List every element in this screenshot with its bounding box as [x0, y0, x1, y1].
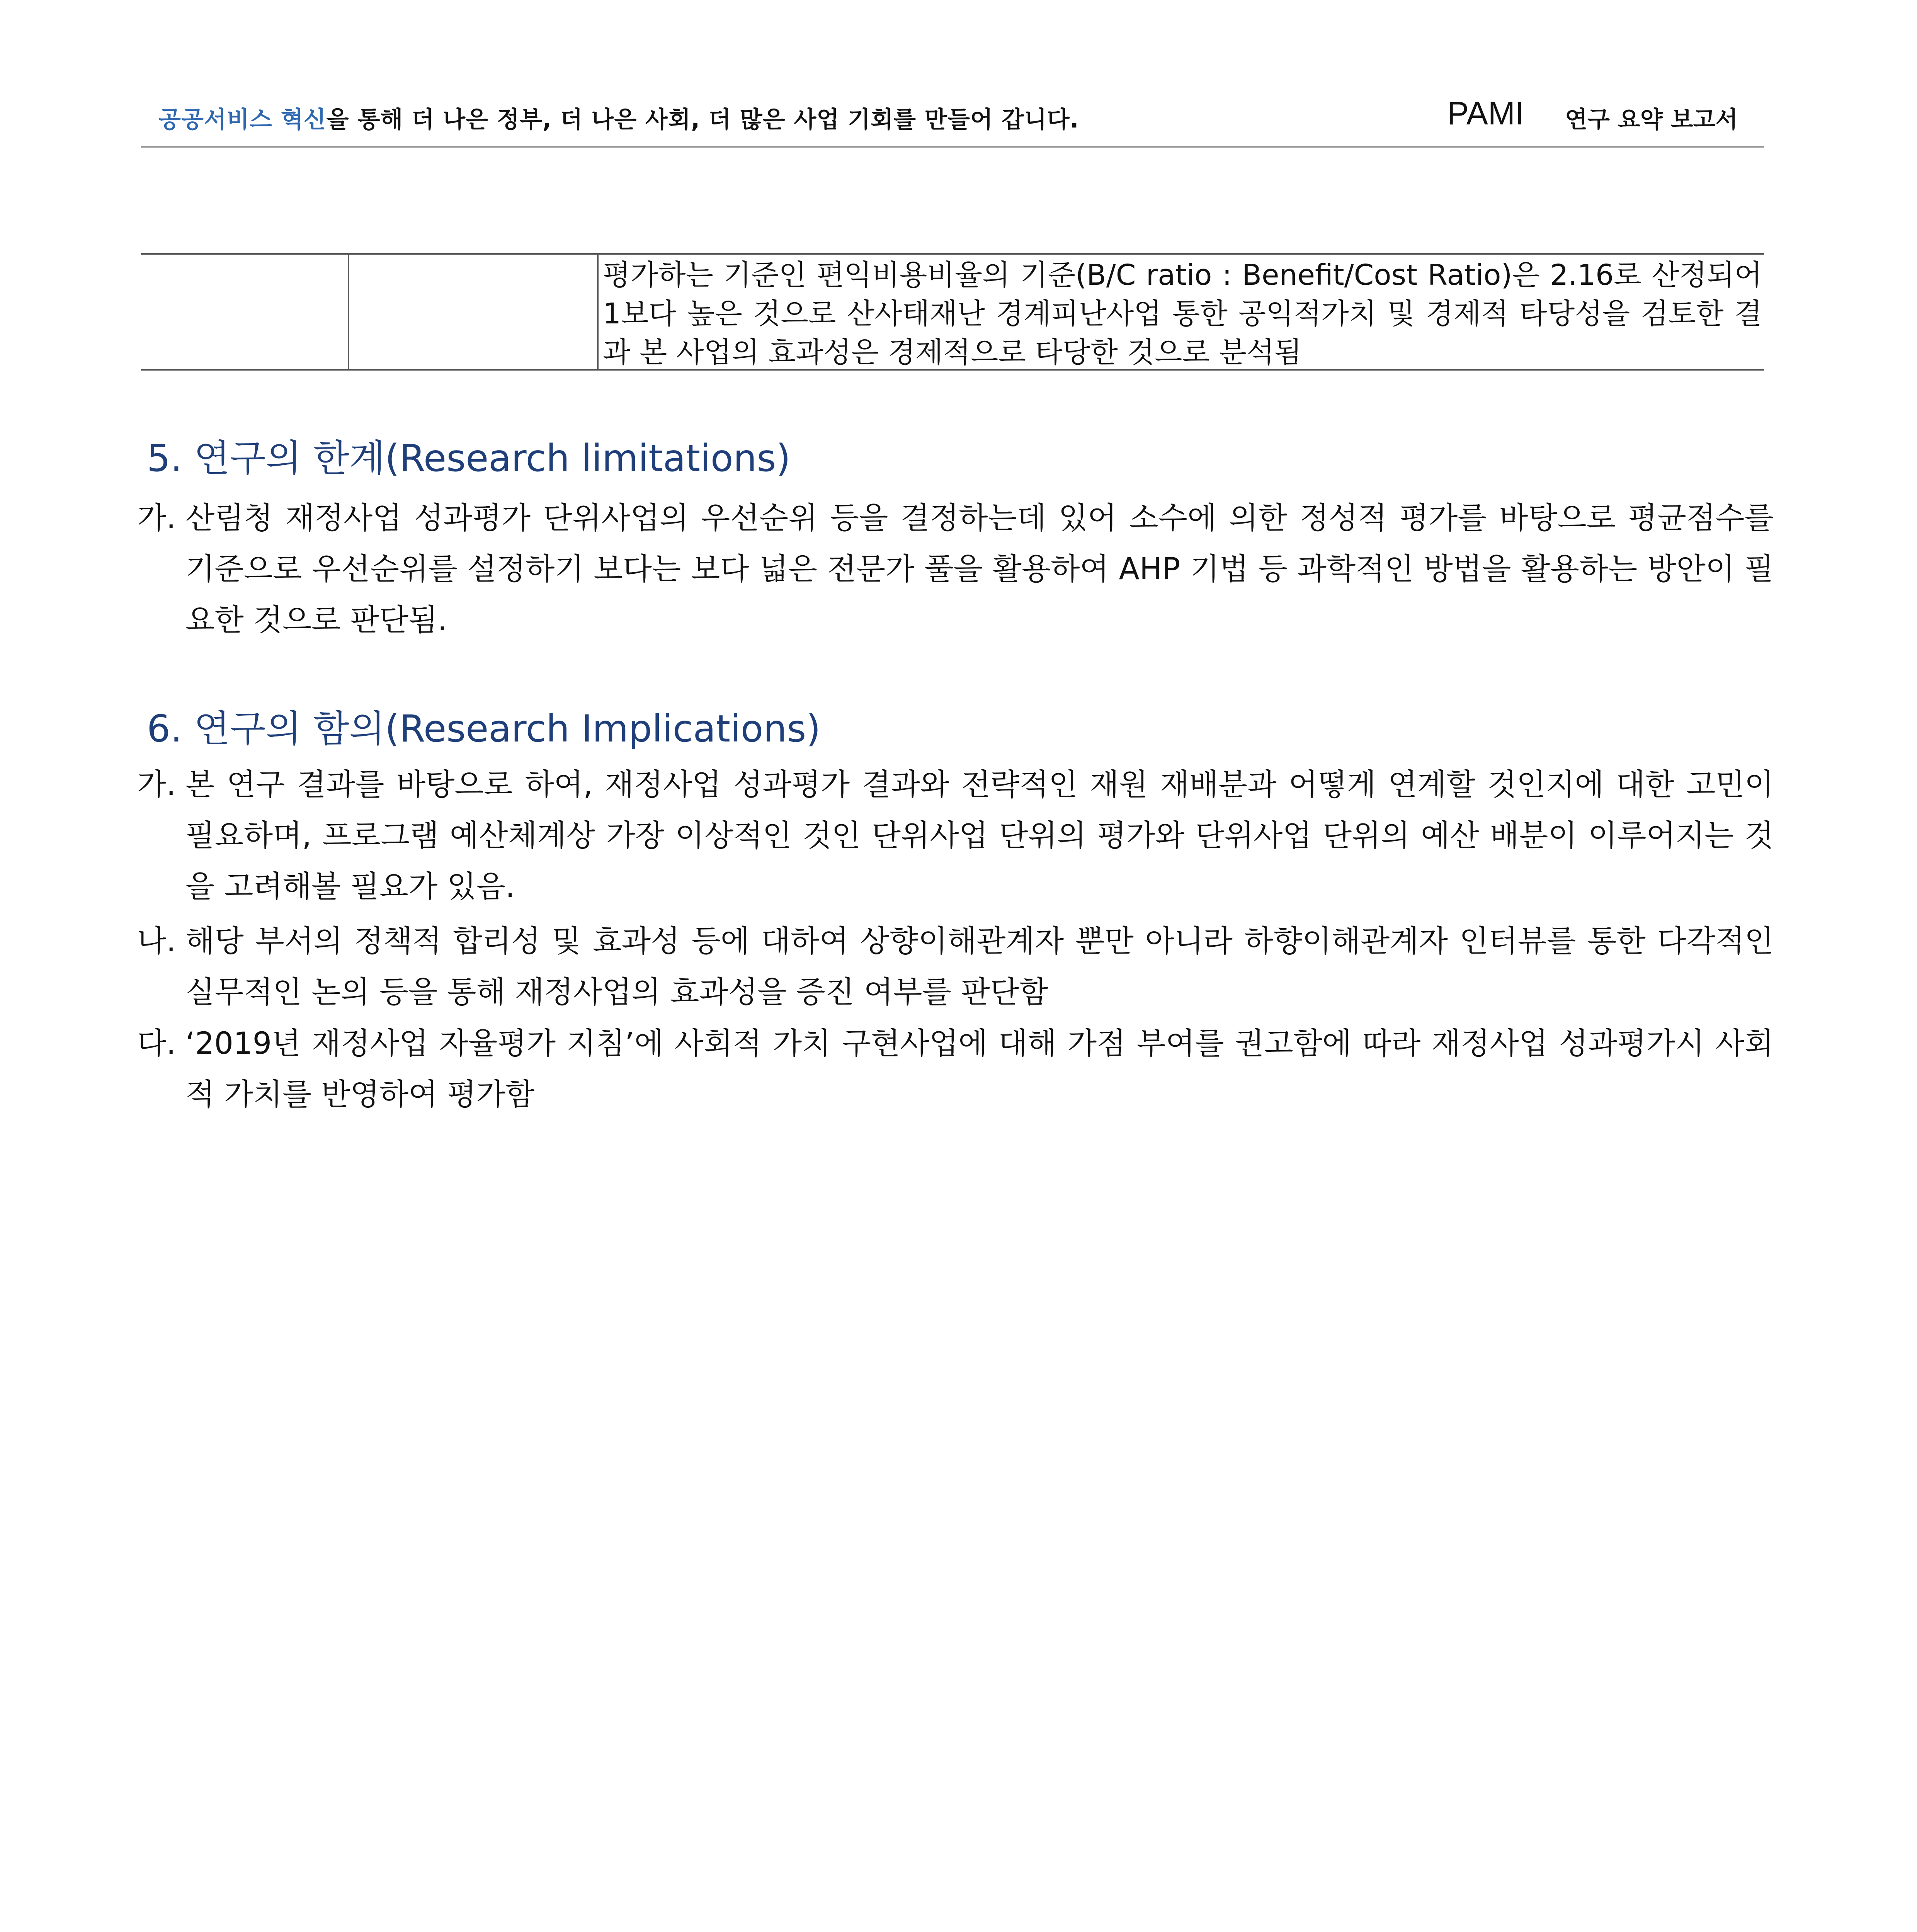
item-mark: 다.	[137, 1026, 176, 1061]
item-text: 해당 부서의 정책적 합리성 및 효과성 등에 대하여 상향이해관계자 뿐만 아니라 하향이해관계자 인터뷰를 통한 다각적인 실무적인 논의 등을 통해 재정사업의 효과성을 증진 여부를 판단함	[185, 924, 1774, 1010]
item-mark: 가.	[137, 501, 176, 536]
header-slogan-rest: 을 통해 더 나은 정부, 더 나은 사회, 더 많은 사업 기회를 만들어 갑니다.	[326, 106, 1079, 133]
header-report-type: 연구 요약 보고서	[1565, 106, 1738, 133]
header-brand: PAMI	[1447, 95, 1524, 131]
item-mark: 나.	[137, 924, 176, 959]
section-6-title: 6. 연구의 함의(Research Implications)	[147, 707, 821, 750]
table-cell-text: 평가하는 기준인 편익비용비율의 기준(B/C ratio : Benefit/Cost Ratio)은 2.16로 산정되어 1보다 높은 것으로 산사태재난 경계피난사업 통한 공익적가치 및 경제적 타당성을 검토한 결과 본 사업의 효과성은 경제적으로 타당한 것으로 분석됨	[603, 259, 1762, 369]
item-text: 본 연구 결과를 바탕으로 하여, 재정사업 성과평가 결과와 전략적인 재원 재배분과 어떻게 연계할 것인지에 대한 고민이 필요하며, 프로그램 예산체계상 가장 이상적인 것인 단위사업 단위의 평가와 단위사업 단위의 예산 배분이 이루어지는 것을 고려해볼 필요가 있음.	[185, 767, 1774, 904]
section-5-title: 5. 연구의 한계(Research limitations)	[147, 437, 791, 480]
table-column-divider	[348, 253, 349, 369]
header-slogan	[158, 101, 1079, 134]
header-divider	[141, 146, 1764, 148]
header-slogan-accent: 공공서비스 혁신	[158, 106, 327, 133]
table-column-divider	[597, 253, 599, 369]
item-mark: 가.	[137, 767, 176, 802]
item-text: ‘2019년 재정사업 자율평가 지침’에 사회적 가치 구현사업에 대해 가점 부여를 권고함에 따라 재정사업 성과평가시 사회적 가치를 반영하여 평가함	[185, 1026, 1774, 1112]
table-top-border	[141, 253, 1764, 255]
item-text: 산림청 재정사업 성과평가 단위사업의 우선순위 등을 결정하는데 있어 소수에 의한 정성적 평가를 바탕으로 평균점수를 기준으로 우선순위를 설정하기 보다는 보다 넓은 전문가 풀을 활용하여 AHP 기법 등 과학적인 방법을 활용하는 방안이 필요한 것으로 판단됨.	[185, 501, 1774, 638]
table-bottom-border	[141, 369, 1764, 371]
